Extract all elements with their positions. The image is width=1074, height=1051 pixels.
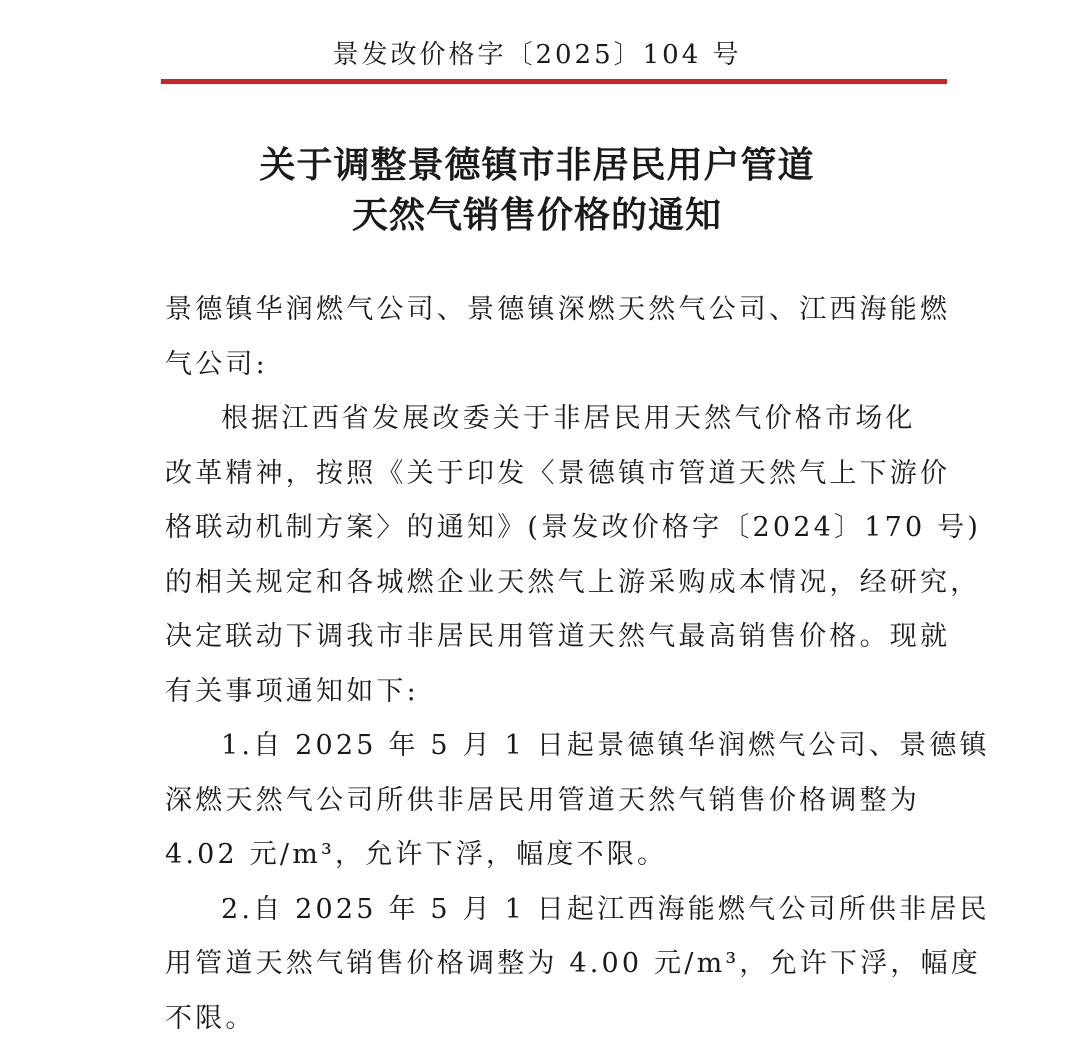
body-line: 决定联动下调我市非居民用管道天然气最高销售价格。现就 [165, 615, 925, 670]
body-line: 气公司: [165, 343, 925, 398]
body-line: 用管道天然气销售价格调整为 4.00 元/m³，允许下浮，幅度 [165, 942, 925, 997]
body-line: 1.自 2025 年 5 月 1 日起景德镇华润燃气公司、景德镇 [165, 724, 925, 779]
body-line: 深燃天然气公司所供非居民用管道天然气销售价格调整为 [165, 779, 925, 834]
body-line: 不限。 [165, 997, 925, 1051]
document-body [165, 288, 925, 1051]
body-line: 根据江西省发展改委关于非居民用天然气价格市场化 [165, 397, 925, 452]
document-title-line-1: 关于调整景德镇市非居民用户管道 [0, 137, 1074, 188]
body-line: 有关事项通知如下: [165, 670, 925, 725]
body-line: 2.自 2025 年 5 月 1 日起江西海能燃气公司所供非居民 [165, 888, 925, 943]
document-number: 景发改价格字〔2025〕104 号 [0, 34, 1074, 71]
body-line: 改革精神，按照《关于印发〈景德镇市管道天然气上下游价 [165, 452, 925, 507]
body-line: 的相关规定和各城燃企业天然气上游采购成本情况，经研究， [165, 561, 925, 616]
red-header-divider [161, 79, 947, 84]
body-line: 景德镇华润燃气公司、景德镇深燃天然气公司、江西海能燃 [165, 288, 925, 343]
body-line: 4.02 元/m³，允许下浮，幅度不限。 [165, 833, 925, 888]
document-title-line-2: 天然气销售价格的通知 [0, 187, 1074, 238]
body-line: 格联动机制方案〉的通知》(景发改价格字〔2024〕170 号) [165, 506, 925, 561]
